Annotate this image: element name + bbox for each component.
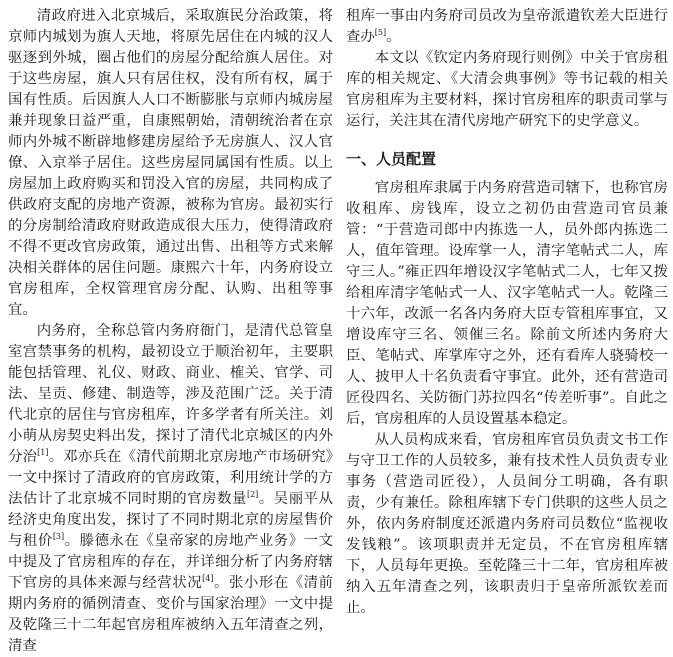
paragraph-continued	[346, 6, 668, 48]
paragraph-scope: 本文以《钦定内务府现行则例》中关于官房租库的相关规定、《大清会典事例》等书记载的相关官房租库为主要材料，探讨官房租库的职责司掌与运行，关注其在清代房地产研究下的史学意义。	[346, 50, 668, 129]
text-segment: 内务府，全称总管内务府衙门，是清代总管皇室宫禁事务的机构，最初设立于顺治初年，主要职能包括管理、礼仪、财政、商业、榷关、官学、司法、呈贡、修建、制造等，涉及范围广泛。关于清代北京的居住与官房租库，许多学者有所关注。刘小萌从房契史料出发，探讨了清代北京城区的内外分治	[8, 323, 333, 465]
citation-ref-1: [1]	[37, 448, 49, 458]
text-segment: 。张小形在《清前期内务府的循例清查、变价与国家治理》一文中提及乾隆三十二年起官房租库被纳入五年清查之列，清查	[8, 575, 333, 654]
paragraph-literature-review	[8, 321, 333, 657]
text-segment: 租库一事由内务府司员改为皇帝派遣钦差大臣进行查办	[346, 8, 668, 45]
text-segment: 。	[386, 29, 401, 45]
paragraph-intro: 清政府进入北京城后，采取旗民分治政策，将京师内城划为旗人天地，将原先居住在内城的汉人驱逐到外城，圈占他们的房屋分配给旗人居住。对于这些房屋，旗人只有居住权，没有所有权，属于国有性质。后因旗人人口不断膨胀与京师内城房屋兼并现象日益严重，自康熙朝始，清朝统治者在京师内外城不断辟地修建房屋给予无房旗人、汉人官僚、入京举子居住。这些房屋同属国有性质。以上房屋加上政府购买和罚没入官的房屋，共同构成了供政府支配的房地产资源，被称为官房。最初实行的分房制给清政府财政造成很大压力，使得清政府不得不更改官房政策，通过出售、出租等方式来解决相关群体的居住问题。康熙六十年，内务府设立官房租库，全权管理官房分配、认购、出租等事宜。	[8, 8, 333, 318]
text-segment: 。吴丽平从经济史角度出发，探讨了不同时期北京的房屋售价与租价	[8, 491, 333, 549]
right-column	[346, 6, 668, 619]
citation-ref-5: [5]	[374, 28, 387, 38]
citation-ref-3: [3]	[52, 532, 65, 542]
section-heading: 一、人员配置	[346, 150, 437, 168]
citation-ref-2: [2]	[246, 490, 259, 500]
left-column	[8, 6, 333, 657]
text-segment: 。滕德永在《皇帝家的房地产业务》一文中提及了官房租库的存在，并详细分析了内务府辖下官房的具体来源与经营状况	[8, 533, 333, 591]
text-segment: 。邓亦兵在《清代前期北京房地产市场研究》一文中探讨了清政府的官房政策，利用统计学的方法估计了北京城不同时期的官房数量	[8, 449, 333, 507]
citation-ref-4: [4]	[202, 574, 214, 584]
paragraph-staff-analysis: 从人员构成来看，官房租库官员负责文书工作与守卫工作的人员较多，兼有技术性人员负责专业事务（营造司匠役），人员间分工明确，各有职责，少有兼任。除租库辖下专门供职的这些人员之外，依内务府制度还派遣内务府司员数位“监视收发钱粮”。该项职责并无定员，不在官房租库辖下，人员每年更换。至乾隆三十二年，官房租库被纳入五年清查之列，该职责归于皇帝所派钦差而止。	[346, 432, 668, 616]
paragraph-staffing: 官房租库隶属于内务府营造司辖下，也称官房收租库、房钱库，设立之初仍由营造司官员兼管：“于营造司郎中内拣选一人，员外郎内拣选二人，值年管理。设库掌一人，清字笔帖式二人，库守三人。”雍正四年增设汉字笔帖式二人，七年又拨给租库清字笔帖式一人、汉字笔帖式一人。乾隆三十六年，改派一名各内务府大臣专管租库事宜，又增设库守三名、领催三名。除前文所述内务府大臣、笔帖式、库掌库守之外，还有看库人骁骑校一人、披甲人十名负责看守事宜。此外，还有营造司匠役四名、关防衙门苏拉四名“传差听事”。自此之后，官房租库的人员设置基本稳定。	[346, 180, 668, 427]
